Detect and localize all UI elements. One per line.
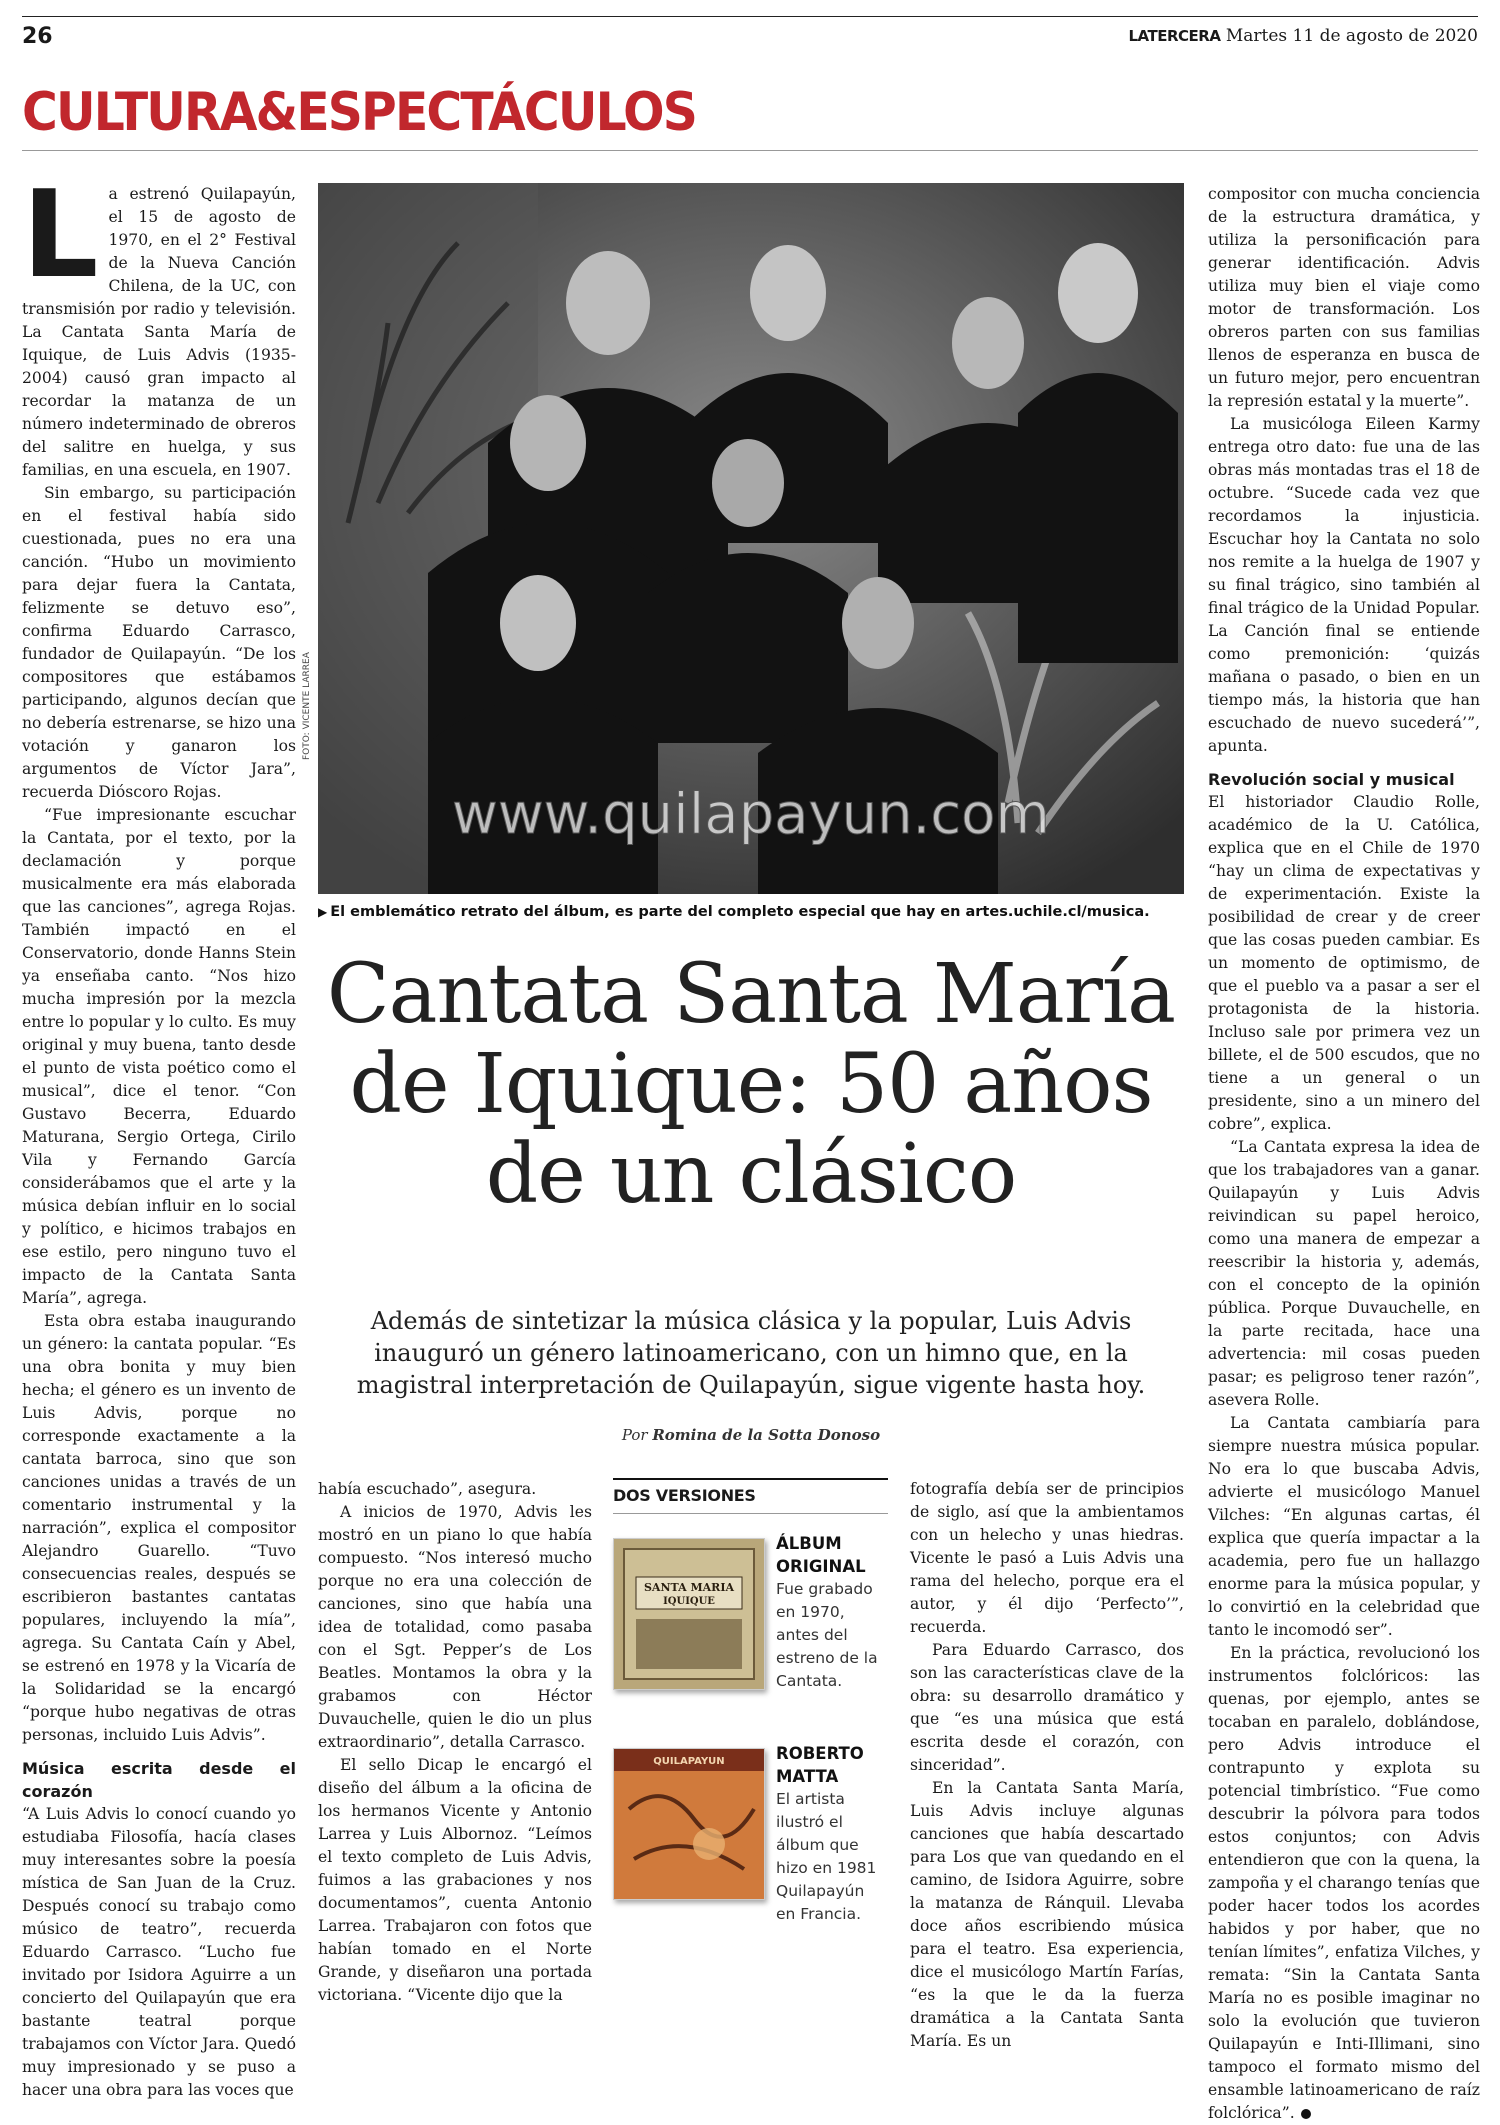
paragraph	[1208, 1642, 1480, 2125]
photo-credit: FOTO: VICENTE LARREA	[302, 652, 312, 760]
paragraph: “Fue impresionante escuchar la Cantata, por el texto, por la declamación y porque musicalmente era más elaborada que las canciones”, agrega Rojas. También impactó en el Conservatorio, donde Hanns Stein ya enseñaba canto. “Nos hizo mucha impresión por la mezcla entre lo popular y lo culto. Es muy original y muy buena, tanto desde el punto de vista poético como el musical”, dice el tenor. “Con Gustavo Becerra, Eduardo Maturana, Sergio Ortega, Cirilo Vila y Fernando García considerábamos que el arte y la música debían influir en lo social y político, e hicimos trabajos en ese estilo, pero ninguno tuvo el impacto de la Cantata Santa María”, agrega.	[22, 806, 296, 1307]
paragraph: Sin embargo, su participación en el festival había sido cuestionada, pues no era una canción. “Hubo un movimiento para dejar fuera la Cantata, felizmente se detuvo eso”, confirma Eduardo Carrasco, fundador de Quilapayún. “De los compositores que estábamos participando, algunos decían que no debería estrenarse, se hizo una votación y ganaron los argumentos de Víctor Jara”, recuerda Dióscoro Rojas.	[22, 484, 296, 801]
album-cover-text: SANTA MARIA	[643, 1581, 735, 1594]
sidebar-item-heading: ROBERTO MATTA	[776, 1744, 864, 1786]
photo-caption	[318, 904, 1150, 920]
section-rule	[22, 150, 1478, 151]
sidebar-item-original	[776, 1532, 888, 1693]
sidebar-item-text: Fue grabado en 1970, antes del estreno de la Cantata.	[776, 1580, 878, 1690]
page-number: 26	[22, 24, 53, 49]
paragraph: había escuchado”, asegura.	[318, 1480, 537, 1498]
paragraph: “A Luis Advis lo conocí cuando yo estudiaba Filosofía, hacía clases muy interesantes sobre la poesía mística de San Juan de la Cruz. Después conocí su trabajo como músico de teatro”, recuerda Eduardo Carrasco. “Lucho fue invitado por Isidora Aguirre a un concierto del Quilapayún que era bastante teatral porque trabajamos con Víctor Jara. Quedó muy impresionado y se puso a hacer una obra para las voces que	[22, 1805, 296, 2099]
end-mark-icon	[1301, 2109, 1311, 2119]
sidebar-item-text: El artista ilustró el álbum que hizo en 1981 Quilapayún en Francia.	[776, 1790, 877, 1923]
sidebar-rule	[613, 1478, 888, 1480]
sidebar-dos-versiones	[613, 1478, 888, 2014]
album-cover-text: IQUIQUE	[663, 1596, 715, 1607]
drop-cap: L	[22, 166, 99, 305]
issue-date: Martes 11 de agosto de 2020	[1225, 26, 1478, 46]
top-rule	[22, 16, 1478, 17]
headline-line: de Iquique: 50 años	[349, 1037, 1153, 1132]
paragraph: Para Eduardo Carrasco, dos son las características clave de la obra: su desarrollo dramático y que “es una música que está escrita desde el corazón, con sinceridad”.	[910, 1641, 1184, 1774]
section-title: CULTURA&ESPECTÁCULOS	[22, 82, 696, 143]
photo-watermark: www.quilapayun.com	[452, 782, 1050, 847]
byline-prefix: Por	[621, 1426, 648, 1444]
byline-author: Romina de la Sotta Donoso	[652, 1426, 881, 1444]
paragraph: El historiador Claudio Rolle, académico de la U. Católica, explica que en el Chile de 1970 “hay un clima de expectativas y de experimentación. Existe la posibilidad de crear y de creer que las cosas pueden cambiar. Es un momento de optimismo, de que el pueblo va a pasar a ser el protagonista de la historia. Incluso sale por primera vez un billete, el de 500 escudos, que no tiene a un general o un presidente, sino a un minero del cobre”, explica.	[1208, 793, 1480, 1133]
article-column-1	[22, 166, 296, 2102]
subhead: Música escrita desde el corazón	[22, 1759, 296, 1801]
paragraph: La musicóloga Eileen Karmy entrega otro dato: fue una de las obras más montadas tras el 18 de octubre. “Sucede cada vez que recordamos la injusticia. Escuchar hoy la Cantata no solo nos remite a la huelga de 1907 y su final trágico, sino también al final trágico de la Unidad Popular. La Canción final se entiende como premonición: ‘quizás mañana o pasado, o bien en un tiempo más, la historia que han escuchado de nuevo sucederá’”, apunta.	[1208, 415, 1480, 755]
album-cover-text: QUILAPAYUN	[653, 1756, 725, 1767]
caption-text: El emblemático retrato del álbum, es parte del completo especial que hay en artes.uchile.cl/musica.	[330, 904, 1150, 920]
album-cover-matta	[613, 1748, 765, 1900]
paragraph: La Cantata cambiaría para siempre nuestra música popular. No era lo que buscaba Advis, advierte el musicólogo Manuel Vilches: “En algunas cartas, él explica que quería impactar a la academia, pero fue un hallazgo enorme para la música popular, y lo convirtió en la celebridad que tanto le incomodó ser”.	[1208, 1414, 1480, 1639]
headline-line: de un clásico	[485, 1127, 1017, 1222]
paragraph: A inicios de 1970, Advis les mostró en un piano lo que había compuesto. “Nos interesó mucho porque no era una colección de canciones, sino que había una idea de totalidad, como pasaba con el Sgt. Pepper’s de Los Beatles. Montamos la obra y la grabamos con Héctor Duvauchelle, quien le dio un plus extraordinario”, detalla Carrasco.	[318, 1503, 592, 1751]
paragraph: El sello Dicap le encargó el diseño del álbum a la oficina de los hermanos Vicente y Antonio Larrea y Luis Albornoz. “Leímos el texto completo de Luis Advis, fuimos a las grabaciones y nos documentamos”, cuenta Antonio Larrea. Trabajaron con fotos que habían tomado en el Norte Grande, y diseñaron una portada victoriana. “Vicente dijo que la	[318, 1756, 592, 2004]
paragraph: fotografía debía ser de principios de siglo, así que la ambientamos con un helecho y unas hiedras. Vicente le pasó a Luis Advis una rama del helecho, porque era el autor, y él dijo ‘Perfecto’”, recuerda.	[910, 1480, 1184, 1636]
paragraph-text: En la práctica, revolucionó los instrumentos folclóricos: las quenas, por ejemplo, antes se tocaban en paralelo, doblándose, pero Advis introduce el contrapunto y explota su potencial timbrístico. “Fue como descubrir la pólvora para todos estos conjuntos; con Advis entendieron que con la quena, la zampoña y el charango tenías que poder hacer todos los acordes habidos y por haber, que no tenían límites”, enfatiza Vilches, y remata: “Sin la Cantata Santa María no es posible imaginar no solo la evolución que tuvieron Quilapayún e Inti-Illimani, sino tampoco el formato mismo del ensamble latinoamericano de raíz folclórica”.	[1208, 1644, 1480, 2122]
band-photo	[318, 183, 1184, 894]
article-column-3	[910, 1478, 1184, 2053]
brand-name: LATERCERA	[1128, 27, 1221, 45]
dek: Además de sintetizar la música clásica y la popular, Luis Advis inauguró un género latinoamericano, con un himno que, en la magistral interpretación de Quilapayún, sigue vigente hasta hoy.	[356, 1307, 1146, 1399]
paragraph: Esta obra estaba inaugurando un género: la cantata popular. “Es una obra bonita y muy bien hecha; el género es un invento de Luis Advis, porque no corresponde exactamente a la cantata barroca, sino que son canciones unidas a través de un comentario instrumental y la narración”, explica el compositor Alejandro Guarello. “Tuvo consecuencias reales, después se escribieron bastantes cantatas populares, incluyendo la mía”, agrega. Su Cantata Caín y Abel, se estrenó en 1978 y la Vicaría de la Solidaridad se la encargó “porque hubo negativas de otras personas, incluido Luis Advis”.	[22, 1312, 296, 1744]
sidebar-title: DOS VERSIONES	[613, 1486, 756, 1505]
sidebar-item-heading: ÁLBUM ORIGINAL	[776, 1534, 866, 1576]
subhead: Revolución social y musical	[1208, 770, 1455, 789]
byline	[330, 1426, 1172, 1444]
paragraph: “La Cantata expresa la idea de que los trabajadores van a ganar. Quilapayún y Luis Advis reivindican su papel heroico, como una manera de empezar a reescribir la historia y, además, con el concepto de la opinión pública. Porque Duvauchelle, en la parte recitada, hace una advertencia: mil cosas pueden pasar; es peligroso tener razón”, asevera Rolle.	[1208, 1138, 1480, 1409]
headline-line: Cantata Santa María	[326, 947, 1176, 1042]
headline	[318, 947, 1184, 1222]
article-column-4	[1208, 183, 1480, 2125]
paragraph: compositor con mucha conciencia de la estructura dramática, y utiliza la personificación para generar identificación. Advis utiliza muy bien el viaje como motor de transformación. Los obreros parten con sus familias llenos de esperanza en busca de un futuro mejor, pero encuentran la represión estatal y la muerte”.	[1208, 185, 1480, 410]
caption-arrow-icon: ▶	[318, 905, 328, 919]
band-photo-image	[318, 183, 1184, 894]
dateline	[1129, 26, 1479, 46]
article-column-2	[318, 1478, 592, 2007]
sidebar-item-matta	[776, 1742, 888, 1926]
paragraph: a estrenó Quilapayún, el 15 de agosto de 1970, en el 2° Festival de la Nueva Canción Chilena, de la UC, con transmisión por radio y televisión. La Cantata Santa María de Iquique, de Luis Advis (1935-2004) causó gran impacto al recordar la matanza de un número indeterminado de obreros del salitre en huelga, y sus familias, en una escuela, en 1907.	[22, 185, 296, 479]
album-cover-original	[613, 1538, 765, 1690]
paragraph: En la Cantata Santa María, Luis Advis incluye algunas canciones que había descartado para Los que van quedando en el camino, de Isidora Aguirre, sobre la matanza de Ránquil. Llevaba doce años escribiendo música para el teatro. Esa experiencia, dice el musicólogo Martín Farías, “es la que le da la fuerza dramática a la Cantata Santa María. Es un	[910, 1779, 1184, 2050]
